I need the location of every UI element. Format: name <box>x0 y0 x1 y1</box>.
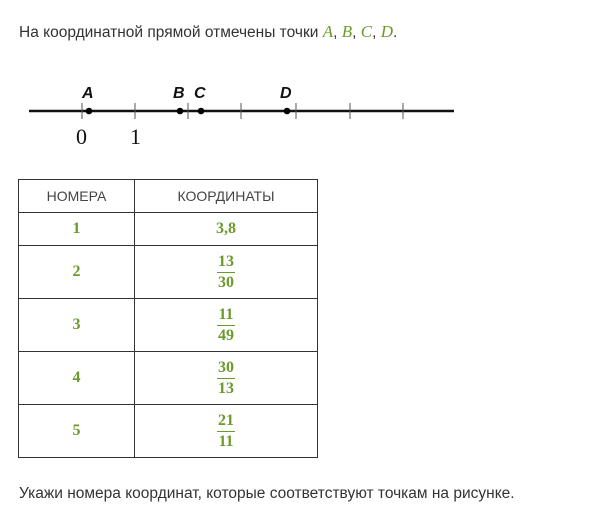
point-d-dot <box>284 108 291 115</box>
point-a-label: A <box>82 85 94 102</box>
table-row <box>19 299 318 352</box>
fraction-numerator: 30 <box>217 358 235 379</box>
question-text: На координатной прямой отмечены точки A, B, C, D. <box>19 22 398 41</box>
point-b-dot <box>177 108 184 115</box>
tick-label-0: 0 <box>76 124 87 149</box>
row-number: 4 <box>19 352 135 405</box>
row-number: 1 <box>19 213 135 246</box>
point-b-label: B <box>173 85 185 102</box>
table-row <box>19 405 318 458</box>
table-row <box>19 246 318 299</box>
point-c-ref: C <box>360 22 373 41</box>
header-numbers: НОМЕРА <box>19 180 135 213</box>
coordinate-value: 3,8 <box>135 213 318 246</box>
header-coordinates: КООРДИНАТЫ <box>135 180 318 213</box>
tick-label-1: 1 <box>130 124 141 149</box>
point-c-dot <box>198 108 205 115</box>
fraction-numerator: 13 <box>217 252 235 273</box>
table-row <box>19 213 318 246</box>
coordinate-fraction <box>135 299 318 352</box>
fraction-numerator: 11 <box>217 305 235 326</box>
fraction-denominator: 13 <box>218 379 234 397</box>
point-a-ref: A <box>322 22 334 41</box>
fraction-denominator: 49 <box>218 326 234 344</box>
row-number: 5 <box>19 405 135 458</box>
row-number: 3 <box>19 299 135 352</box>
table-row <box>19 352 318 405</box>
point-a-dot <box>86 108 93 115</box>
table-header-row <box>19 180 318 213</box>
fraction-denominator: 11 <box>218 432 234 450</box>
number-line <box>0 70 608 150</box>
answers-table <box>18 179 318 458</box>
point-c-label: C <box>194 85 206 102</box>
coordinate-fraction <box>135 352 318 405</box>
row-number: 2 <box>19 246 135 299</box>
fraction-denominator: 30 <box>218 273 234 291</box>
point-d-label: D <box>280 85 292 102</box>
point-b-ref: B <box>341 22 353 41</box>
coordinate-fraction <box>135 246 318 299</box>
point-d-ref: D <box>380 22 393 41</box>
instruction-text: Укажи номера координат, которые соответствуют точкам на рисунке. <box>19 485 515 502</box>
fraction-numerator: 21 <box>217 411 235 432</box>
coordinate-fraction <box>135 405 318 458</box>
